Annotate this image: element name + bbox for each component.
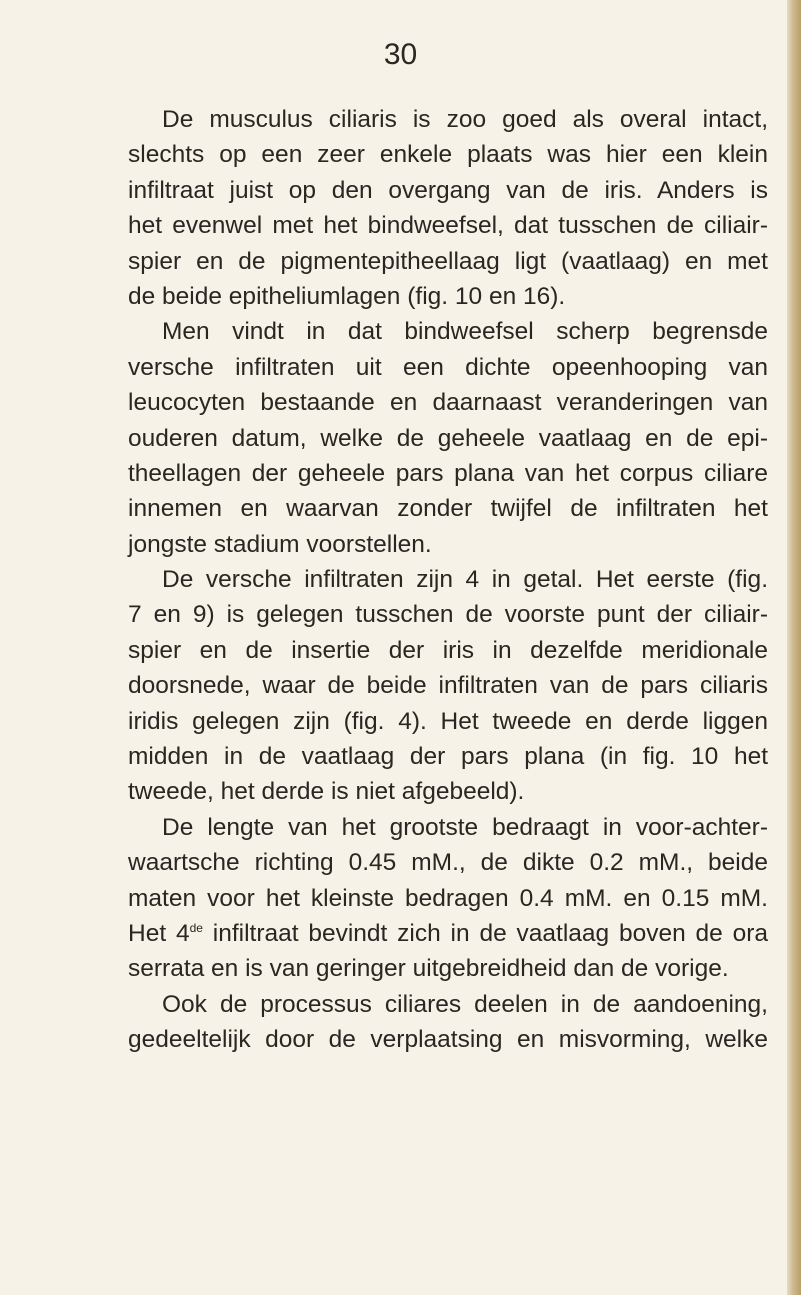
page-number: 30 xyxy=(383,38,418,71)
text-line: doorsnede, waar de beide infiltraten van de pars ciliaris xyxy=(128,672,768,700)
text-line: gedeeltelijk door de verplaatsing en misvorming, welke xyxy=(128,1026,768,1054)
text-line: innemen en waarvan zonder twijfel de infiltraten het xyxy=(128,495,768,523)
text-line: spier en de pigmentepitheellaag ligt (vaatlaag) en met xyxy=(128,247,768,275)
text-line: Men vindt in dat bindweefsel scherp begrensde xyxy=(162,318,768,346)
text-line: ouderen datum, welke de geheele vaatlaag en de epi- xyxy=(128,424,768,452)
text-line: serrata en is van geringer uitgebreidheid dan de vorige. xyxy=(128,955,729,983)
text-line: slechts op een zeer enkele plaats was hier een klein xyxy=(128,141,768,169)
text-line: iridis gelegen zijn (fig. 4). Het tweede en derde liggen xyxy=(128,707,768,735)
text-fragment: infiltraat bevindt zich in de vaatlaag boven de ora xyxy=(202,919,769,947)
text-line: De lengte van het grootste bedraagt in voor-achter- xyxy=(162,813,768,841)
text-line: jongste stadium voorstellen. xyxy=(128,530,432,558)
text-line: de beide epitheliumlagen (fig. 10 en 16). xyxy=(128,282,566,310)
text-line-with-superscript xyxy=(128,916,768,951)
text-line: waartsche richting 0.45 mM., de dikte 0.2 mM., beide xyxy=(128,849,768,877)
text-line: theellagen der geheele pars plana van het corpus ciliare xyxy=(128,459,768,487)
text-line: De musculus ciliaris is zoo goed als overal intact, xyxy=(162,106,768,133)
page-edge xyxy=(787,0,801,1295)
text-line: het evenwel met het bindweefsel, dat tusschen de ciliair- xyxy=(128,212,768,240)
text-line: Ook de processus ciliares deelen in de aandoening, xyxy=(162,990,768,1018)
text-line: 7 en 9) is gelegen tusschen de voorste punt der ciliair- xyxy=(128,601,768,629)
text-line: maten voor het kleinste bedragen 0.4 mM. en 0.15 mM. xyxy=(128,884,768,912)
text-line: versche infiltraten uit een dichte opeenhooping van xyxy=(128,353,768,381)
text-fragment: Het 4 xyxy=(128,919,190,947)
text-line: leucocyten bestaande en daarnaast veranderingen van xyxy=(128,389,768,417)
text-line: infiltraat juist op den overgang van de iris. Anders is xyxy=(128,176,768,204)
text-line: spier en de insertie der iris in dezelfde meridionale xyxy=(128,636,768,664)
superscript: de xyxy=(189,920,203,935)
text-line: De versche infiltraten zijn 4 in getal. Het eerste (fig. xyxy=(162,566,768,594)
body-text xyxy=(128,102,768,1058)
text-line: midden in de vaatlaag der pars plana (in fig. 10 het xyxy=(128,743,768,771)
text-line: tweede, het derde is niet afgebeeld). xyxy=(128,778,525,806)
